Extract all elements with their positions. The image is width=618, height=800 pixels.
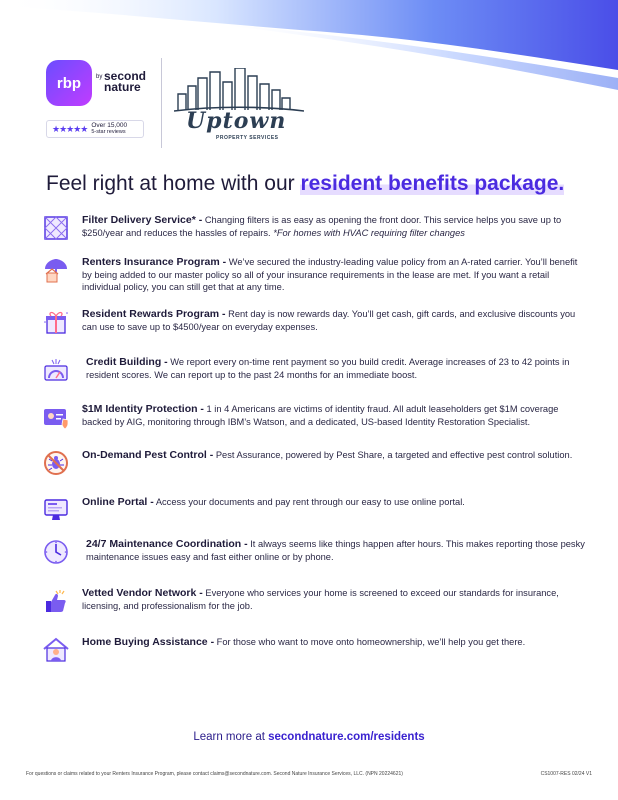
benefit-note: *For homes with HVAC requiring filter changes bbox=[273, 227, 465, 238]
benefit-title: Filter Delivery Service* - bbox=[82, 214, 203, 226]
benefit-body: Pest Assurance, powered by Pest Share, a targeted and effective pest control solution. bbox=[213, 450, 573, 460]
benefit-title: $1M Identity Protection - bbox=[82, 403, 204, 415]
clock-icon bbox=[42, 538, 70, 566]
rating-text bbox=[91, 123, 127, 135]
logo-area bbox=[46, 60, 306, 150]
benefit-title: Online Portal - bbox=[82, 496, 154, 508]
benefit-body: Everyone who services your home is screened to exceed our standards for insurance, licensing, and professionalism for the job. bbox=[82, 588, 559, 611]
filter-icon bbox=[42, 214, 70, 242]
monitor-icon bbox=[42, 496, 70, 524]
benefit-body: Access your documents and pay rent through our easy to use online portal. bbox=[153, 497, 465, 507]
thumbs-up-icon bbox=[42, 587, 70, 615]
identity-card-icon bbox=[42, 403, 70, 431]
headline-lead: Feel right at home with our bbox=[46, 172, 301, 195]
second-nature-logo: second nature bbox=[104, 69, 147, 94]
house-person-icon bbox=[42, 636, 70, 664]
benefit-title: Credit Building - bbox=[86, 356, 168, 368]
learn-more-line bbox=[0, 731, 618, 743]
credit-meter-icon bbox=[42, 356, 70, 384]
footer-disclaimer: For questions or claims related to your Renters Insurance Program, please contact claims@secondnature.com. Second Nature Insurance Services, LLC. (NPN 20224621) bbox=[26, 771, 403, 777]
skyline-icon bbox=[174, 68, 304, 113]
learn-more-link[interactable]: secondnature.com/residents bbox=[268, 731, 425, 743]
rating-badge bbox=[46, 120, 144, 138]
benefit-body: We report every on-time rent payment so you build credit. Average increases of 23 to 42 points in resident scores. We can report up to the past 24 months for an immediate boost. bbox=[86, 357, 570, 380]
footer-document-code: CS1007-RES 02/24 V1 bbox=[540, 771, 592, 777]
benefit-title: On-Demand Pest Control - bbox=[82, 449, 214, 461]
headline-highlight: resident benefits package. bbox=[300, 172, 565, 195]
benefit-title: Home Buying Assistance - bbox=[82, 636, 215, 648]
gift-icon bbox=[42, 308, 70, 336]
benefit-body: We’ve secured the industry-leading value policy from an A-rated carrier. You’ll benefit by being added to our master policy so all of your insurance requirements in the lease are met. If you want a retail individual policy, you can still get that at any time. bbox=[82, 257, 578, 292]
benefit-body: Rent day is now rewards day. You’ll get cash, gift cards, and exclusive discounts you can use to save up to $4500/year on everyday expenses. bbox=[82, 309, 576, 332]
learn-more-label: Learn more at bbox=[193, 731, 269, 743]
benefit-title: 24/7 Maintenance Coordination - bbox=[86, 538, 248, 550]
uptown-wordmark: Uptown bbox=[186, 108, 287, 134]
rbp-logo: rbp bbox=[46, 60, 92, 106]
logo-divider bbox=[161, 58, 162, 148]
star-rating-icon: ★★★★★ bbox=[52, 123, 88, 134]
benefit-body: For those who want to move onto homeownership, we’ll help you get there. bbox=[214, 637, 526, 647]
rating-count: Over 15,000 bbox=[91, 122, 128, 129]
no-bug-icon bbox=[42, 449, 70, 477]
benefit-title: Renters Insurance Program - bbox=[82, 256, 227, 268]
umbrella-home-icon bbox=[42, 256, 70, 284]
by-label: by bbox=[96, 74, 103, 80]
benefit-body: Changing filters is as easy as opening the front door. This service helps you save up to $250/year and reduces the hassles of repairs. bbox=[82, 215, 562, 238]
uptown-logo bbox=[174, 68, 304, 148]
benefit-body: It always seems like things happen after hours. This makes reporting those pesky maintenance issues easy and fast either online or by phone. bbox=[86, 539, 585, 562]
rating-label: 5-star reviews bbox=[91, 129, 126, 135]
uptown-subtitle: PROPERTY SERVICES bbox=[216, 135, 279, 141]
benefit-title: Vetted Vendor Network - bbox=[82, 587, 203, 599]
benefit-title: Resident Rewards Program - bbox=[82, 308, 226, 320]
benefit-body: 1 in 4 Americans are victims of identity fraud. All adult leaseholders get $1M coverage backed by AIG, monitoring through IBM’s Watson, and a dedicated, US-based Identity Restoration Specialist. bbox=[82, 404, 559, 427]
page-headline bbox=[46, 172, 564, 196]
